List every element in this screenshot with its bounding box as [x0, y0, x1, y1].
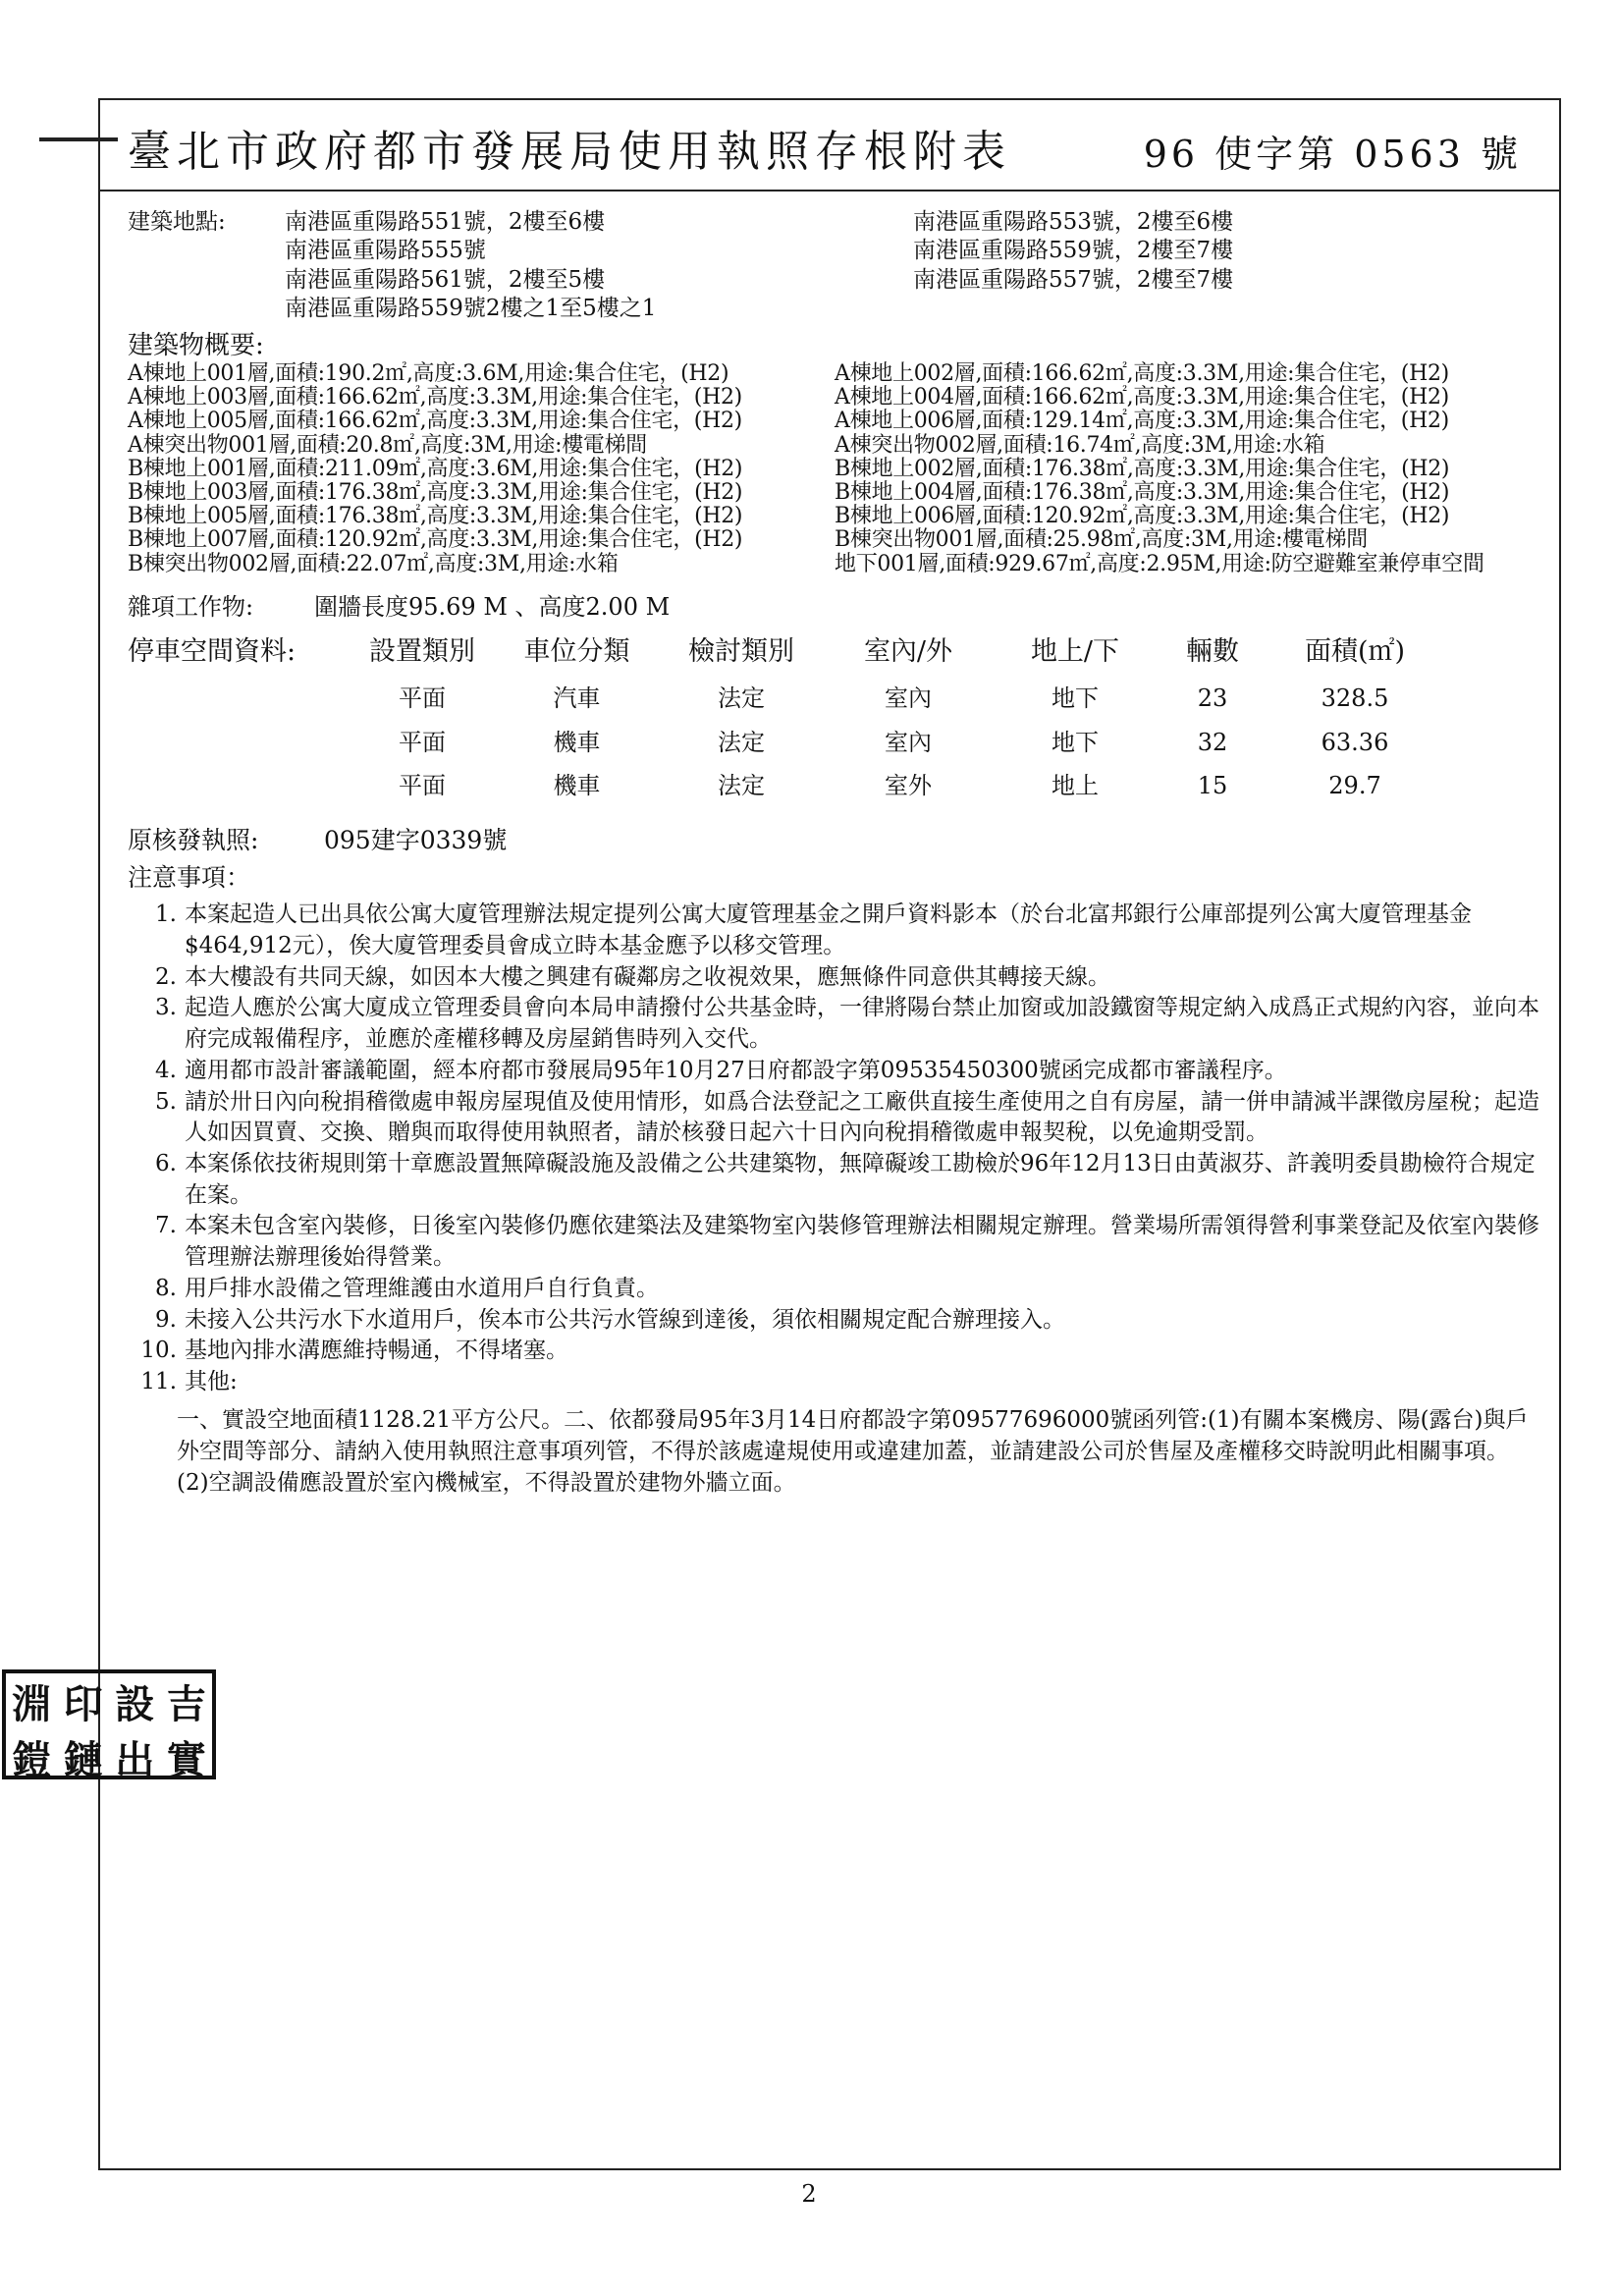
note-text: 未接入公共污水下水道用戶，俟本市公共污水管線到達後，須依相關規定配合辦理接入。	[185, 1306, 1065, 1333]
overview-label: 建築物概要:	[128, 330, 264, 360]
note-item	[128, 1336, 1541, 1367]
note-text: 本案未包含室內裝修，日後室內裝修仍應依建築法及建築物室內裝修管理辦法相關規定辦理。營業場所需領得營利事業登記及依室內裝修管理辦法辦理後始得營業。	[185, 1213, 1539, 1271]
parking-cell: 29.7	[1328, 772, 1381, 800]
address-right-list	[913, 208, 1404, 324]
misc-works	[128, 592, 1541, 623]
note-number: 8.	[155, 1275, 177, 1301]
address-line: 南港區重陽路557號，2樓至7樓	[913, 266, 1234, 293]
note-item	[128, 900, 1541, 961]
parking-row	[128, 728, 1541, 758]
parking-rows	[128, 683, 1541, 801]
parking-col-header: 地上/下	[1030, 636, 1120, 668]
seal-character: 出	[115, 1737, 155, 1783]
seal-character: 印	[63, 1681, 103, 1727]
seal-character: 設	[115, 1681, 155, 1727]
parking-section	[128, 635, 1541, 801]
parking-row	[128, 771, 1541, 801]
parking-col-header: 面積(㎡)	[1304, 636, 1406, 668]
overview-entry: B棟地上005層,面積:176.38㎡,高度:3.3M,用途:集合住宅，(H2)	[128, 504, 743, 529]
parking-cell: 汽車	[553, 683, 601, 712]
overview-entry: A棟地上002層,面積:166.62㎡,高度:3.3M,用途:集合住宅，(H2)	[835, 361, 1449, 387]
overview-row	[128, 458, 1541, 481]
parking-col-header: 輛數	[1186, 636, 1239, 668]
address-line: 南港區重陽路555號	[285, 238, 486, 264]
note-text: 基地內排水溝應維持暢通，不得堵塞。	[185, 1338, 568, 1364]
parking-row-indent	[128, 771, 353, 801]
overview-entry: B棟地上004層,面積:176.38㎡,高度:3.3M,用途:集合住宅，(H2)	[835, 479, 1450, 505]
overview-entry: A棟地上004層,面積:166.62㎡,高度:3.3M,用途:集合住宅，(H2)	[835, 385, 1449, 410]
note-text: 用戶排水設備之管理維護由水道用戶自行負責。	[185, 1275, 659, 1301]
note-text: 本案起造人已出具依公寓大廈管理辦法規定提列公寓大廈管理基金之開戶資料影本（於台北富邦銀行公庫部提列公寓大廈管理基金$464,912元），俟大廈管理委員會成立時本基金應予以移交管理。	[185, 902, 1472, 958]
parking-cell: 平面	[399, 683, 446, 712]
notes-label: 注意事項：	[128, 863, 251, 893]
parking-header	[128, 635, 1541, 670]
address-line: 南港區重陽路561號，2樓至5樓	[285, 266, 606, 293]
note-number: 11.	[140, 1369, 177, 1395]
note-number: 10.	[140, 1338, 177, 1364]
overview-entry: A棟突出物001層,面積:20.8㎡,高度:3M,用途:樓電梯間	[128, 432, 648, 458]
title-row	[98, 98, 1561, 191]
overview-row	[128, 528, 1541, 552]
parking-col-header: 室內/外	[863, 636, 953, 668]
misc-label: 雜項工作物:	[128, 592, 254, 621]
overview-entry: B棟突出物002層,面積:22.07㎡,高度:3M,用途:水箱	[128, 551, 619, 576]
address-left-list	[285, 208, 913, 324]
seal-character: 鎧	[12, 1737, 52, 1783]
address-line: 南港區重陽路553號，2樓至6樓	[913, 209, 1234, 235]
overview-row	[128, 434, 1541, 458]
note-number: 6.	[155, 1151, 177, 1176]
parking-cell: 法定	[718, 772, 765, 800]
overview-row	[128, 505, 1541, 528]
parking-cell: 室內	[885, 683, 932, 712]
original-permit-label: 原核發執照:	[128, 826, 259, 855]
note-text: 其他:	[185, 1369, 238, 1395]
note-item	[128, 1211, 1541, 1273]
note-item	[128, 1149, 1541, 1211]
parking-cell: 63.36	[1321, 728, 1389, 756]
parking-cell: 地下	[1052, 683, 1099, 712]
address-line: 南港區重陽路559號，2樓至7樓	[913, 238, 1234, 264]
overview-entry: B棟突出物001層,面積:25.98㎡,高度:3M,用途:樓電梯間	[835, 527, 1368, 553]
overview-entry: B棟地上003層,面積:176.38㎡,高度:3.3M,用途:集合住宅，(H2)	[128, 479, 743, 505]
parking-cell: 機車	[553, 772, 601, 800]
parking-cell: 平面	[399, 772, 446, 800]
overview-entry: 地下001層,面積:929.67㎡,高度:2.95M,用途:防空避難室兼停車空間	[835, 551, 1484, 576]
overview-row	[128, 386, 1541, 410]
original-permit-value: 095建字0339號	[324, 826, 508, 855]
overview-entry: B棟地上002層,面積:176.38㎡,高度:3.3M,用途:集合住宅，(H2)	[835, 456, 1450, 481]
overview-entry: A棟突出物002層,面積:16.74㎡,高度:3M,用途:水箱	[835, 432, 1325, 458]
parking-cell: 法定	[718, 683, 765, 712]
seal-character: 淵	[12, 1681, 52, 1727]
overview-row	[128, 362, 1541, 386]
parking-col-header: 車位分類	[523, 636, 630, 668]
overview-entry: A棟地上001層,面積:190.2㎡,高度:3.6M,用途:集合住宅，(H2)	[128, 361, 729, 387]
note-number: 4.	[155, 1057, 177, 1083]
overview-entry: B棟地上001層,面積:211.09㎡,高度:3.6M,用途:集合住宅，(H2)	[128, 456, 743, 481]
note-number: 1.	[155, 902, 177, 928]
parking-col-header: 檢討類別	[688, 636, 794, 668]
parking-cell: 平面	[399, 728, 446, 756]
seal-character: 吉	[166, 1681, 206, 1727]
overview-entry: B棟地上006層,面積:120.92㎡,高度:3.3M,用途:集合住宅，(H2)	[835, 504, 1450, 529]
document-content	[128, 208, 1541, 1499]
parking-cell: 室外	[885, 772, 932, 800]
note-item	[128, 1274, 1541, 1305]
seal-character: 實	[166, 1737, 206, 1783]
misc-value: 圍牆長度95.69 M 、高度2.00 M	[314, 592, 671, 621]
original-permit	[128, 825, 1541, 856]
note-text: 本大樓設有共同天線，如因本大樓之興建有礙鄰房之收視效果，應無條件同意供其轉接天線。	[185, 963, 1110, 990]
note-number: 9.	[155, 1306, 177, 1333]
note-number: 5.	[155, 1088, 177, 1115]
address-block	[128, 208, 1541, 324]
overview-row	[128, 553, 1541, 576]
parking-col-header: 設置類別	[369, 636, 475, 668]
page-number: 2	[801, 2180, 817, 2208]
note-text: 請於卅日內向稅捐稽徵處申報房屋現值及使用情形，如爲合法登記之工廠供直接生產使用之自有房屋，請一併申請減半課徵房屋稅；起造人如因買賣、交換、贈與而取得使用執照者，請於核發日起六十日內向稅捐稽徵處申報契稅，以免逾期受罰。	[185, 1088, 1539, 1146]
notes-other-text: 一、實設空地面積1128.21平方公尺。二、依都發局95年3月14日府都設字第09577696000號函列管:(1)有關本案機房、陽(露台)與戶外空間等部分、請納入使用執照注意事項列管，不得於該處違規使用或違建加蓋，並請建設公司於售屋及產權移交時說明此相關事項。(2)空調設備應設置於室內機械室，不得設置於建物外牆立面。	[177, 1406, 1529, 1497]
parking-label: 停車空間資料:	[128, 636, 297, 668]
parking-row-indent	[128, 683, 353, 714]
address-line: 南港區重陽路551號，2樓至6樓	[285, 209, 606, 235]
parking-cell: 地下	[1052, 728, 1099, 756]
note-number: 3.	[155, 995, 177, 1021]
note-text: 本案係依技術規則第十章應設置無障礙設施及設備之公共建築物，無障礙竣工勘檢於96年12月13日由黃淑芬、許義明委員勘檢符合規定在案。	[185, 1151, 1536, 1208]
note-number: 2.	[155, 963, 177, 990]
parking-row-indent	[128, 728, 353, 758]
overview-entry: A棟地上005層,面積:166.62㎡,高度:3.3M,用途:集合住宅，(H2)	[128, 409, 742, 434]
parking-cell: 32	[1197, 728, 1228, 756]
parking-cell: 23	[1197, 683, 1228, 712]
parking-cell: 機車	[553, 728, 601, 756]
overview-entry: A棟地上006層,面積:129.14㎡,高度:3.3M,用途:集合住宅，(H2)	[835, 409, 1449, 434]
note-item	[128, 1305, 1541, 1337]
note-number: 7.	[155, 1213, 177, 1239]
note-item	[128, 962, 1541, 994]
permit-number: 96 使字第 0563 號	[1143, 133, 1522, 176]
overview-table	[128, 362, 1541, 576]
overview-entry: A棟地上003層,面積:166.62㎡,高度:3.3M,用途:集合住宅，(H2)	[128, 385, 742, 410]
parking-cell: 15	[1197, 772, 1228, 800]
parking-row	[128, 683, 1541, 714]
parking-cell: 地上	[1052, 772, 1099, 800]
address-label: 建築地點:	[128, 209, 226, 235]
note-item	[128, 1087, 1541, 1149]
seal-character: 鏈	[63, 1737, 103, 1783]
official-seal	[2, 1669, 216, 1783]
overview-row	[128, 410, 1541, 433]
note-item	[128, 993, 1541, 1055]
address-line: 南港區重陽路559號2樓之1至5樓之1	[285, 296, 657, 322]
note-item	[128, 1056, 1541, 1087]
parking-cell: 法定	[718, 728, 765, 756]
note-text: 適用都市設計審議範圍，經本府都市發展局95年10月27日府都設字第09535450300號函完成都市審議程序。	[185, 1057, 1287, 1083]
document-title: 臺北市政府都市發展局使用執照存根附表	[128, 127, 1011, 177]
notes-list	[128, 900, 1541, 1398]
parking-cell: 室內	[885, 728, 932, 756]
parking-cell: 328.5	[1321, 683, 1389, 712]
overview-row	[128, 481, 1541, 505]
note-text: 起造人應於公寓大廈成立管理委員會向本局申請撥付公共基金時，一律將陽台禁止加窗或加設鐵窗等規定納入成爲正式規約內容，並向本府完成報備程序，並應於產權移轉及房屋銷售時列入交代。	[185, 995, 1539, 1053]
overview-entry: B棟地上007層,面積:120.92㎡,高度:3.3M,用途:集合住宅，(H2)	[128, 527, 743, 553]
note-item	[128, 1367, 1541, 1398]
